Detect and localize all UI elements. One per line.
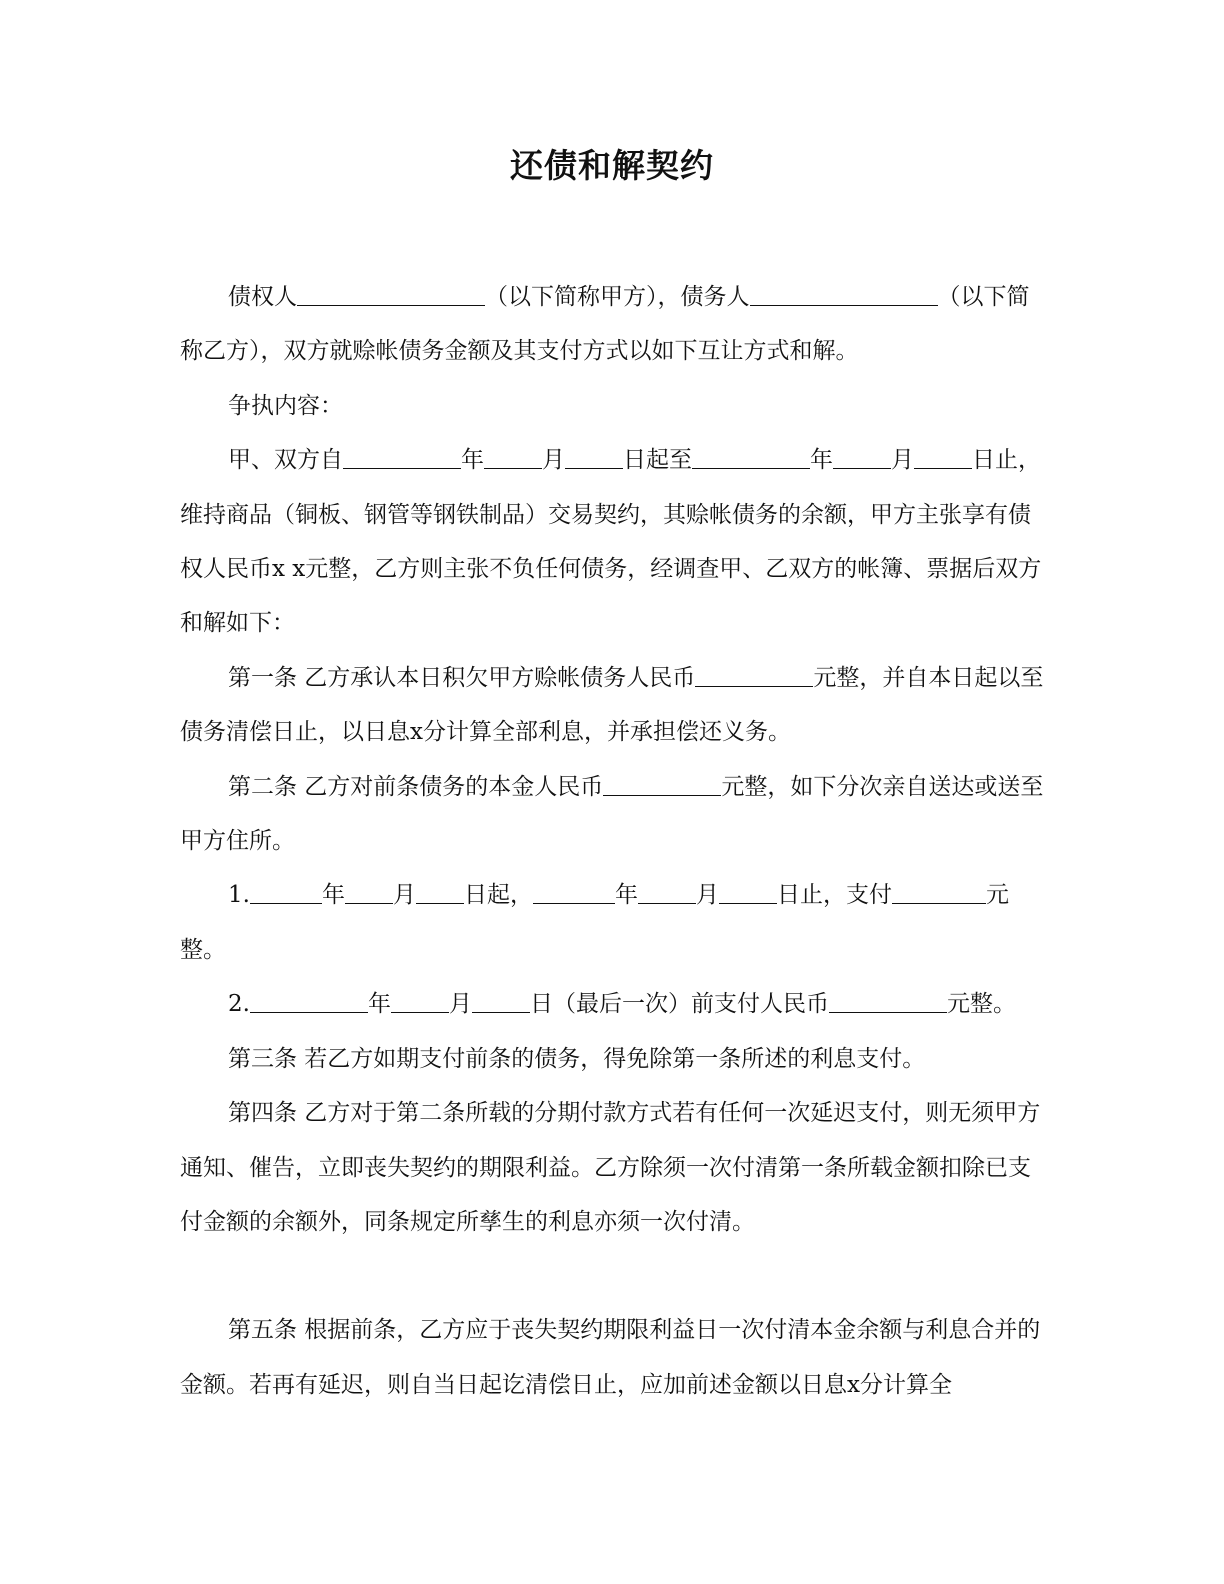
paragraph-dispute [180, 433, 1044, 651]
item-number: 2. [228, 991, 250, 1018]
inst1-start-month-blank [345, 881, 393, 904]
article-2-text-cont: 元整，如下分次亲自送达或送至甲方住所。 [180, 773, 1044, 855]
month-label: 月 [448, 991, 472, 1018]
year-label: 年 [614, 882, 638, 909]
inst1-amount-blank [892, 881, 986, 904]
start-year-blank [343, 446, 461, 469]
parties-text-cont: 简称乙方），双方就赊帐债务金额及其支付方式以如下互让方式和解。 [180, 284, 1030, 365]
amount-suffix: 元整。 [180, 882, 1009, 963]
year-label: 年 [461, 447, 484, 474]
inst1-end-day-blank [719, 881, 777, 904]
article-3: 第三条 若乙方如期支付前条的债务，得免除第一条所述的利息支付。 [228, 1045, 926, 1072]
month-label: 月 [392, 882, 416, 909]
inst2-year-blank [250, 990, 368, 1013]
inst1-start-year-blank [250, 881, 322, 904]
parties-text: （以下简称甲方），债务人 [485, 284, 750, 310]
installment-2 [180, 977, 1044, 1031]
inst1-end-month-blank [638, 881, 696, 904]
article-5: 第五条 根据前条，乙方应于丧失契约期限利益日一次付清本金余额与利息合并的金额。若再有延迟，则自当日起讫清偿日止，应加前述金额以日息x分计算全 [180, 1317, 1041, 1398]
day-label: 日止，支付 [776, 882, 892, 909]
item-number: 1. [228, 882, 250, 909]
inst2-month-blank [391, 990, 449, 1013]
day-label: 日（最后一次）前支付人民币 [529, 991, 829, 1018]
article-1 [180, 651, 1044, 760]
day-label: 日起至 [623, 447, 692, 474]
start-month-blank [484, 446, 542, 469]
inst1-start-day-blank [416, 881, 464, 904]
debtor-blank [750, 283, 938, 306]
parties-text-tail: （以下 [937, 284, 1007, 310]
month-label: 月 [891, 447, 914, 474]
article-4: 第四条 乙方对于第二条所载的分期付款方式若有任何一次延迟支付，则无须甲方通知、催告，立即丧失契约的期限利益。乙方除须一次付清第一条所载金额扣除已支付金额的余额外，同条规定所孳生的利息亦须一次付清。 [180, 1100, 1041, 1235]
year-label: 年 [321, 882, 345, 909]
article-1-text: 第一条 乙方承认本日积欠甲方赊帐债务人民币 [228, 664, 696, 691]
end-year-blank [692, 446, 810, 469]
document-body [180, 270, 1044, 1412]
year-label: 年 [367, 991, 391, 1018]
creditor-blank [297, 283, 485, 306]
end-day-blank [914, 446, 972, 469]
end-month-blank [833, 446, 891, 469]
month-label: 月 [542, 447, 565, 474]
amount-suffix: 元整。 [946, 991, 1016, 1018]
dispute-text-cont: 维持商品（铜板、钢管等钢铁制品）交易契约，其赊帐债务的余额，甲方主张享有债权人民币x x元整，乙方则主张不负任何债务，经调查甲、乙双方的帐簿、票据后双方和解如下： [180, 501, 1042, 637]
day-label: 日止， [972, 447, 1041, 474]
installment-1 [180, 868, 1044, 977]
paragraph-dispute-heading: 争执内容： [228, 392, 343, 419]
paragraph-parties [180, 270, 1044, 379]
day-label: 日起， [463, 882, 533, 909]
paragraph-gap [180, 1249, 1044, 1303]
article-2-amount-blank [603, 773, 721, 796]
year-label: 年 [810, 447, 833, 474]
inst2-amount-blank [829, 990, 947, 1013]
article-1-amount-blank [695, 664, 813, 687]
article-1-text-cont: 元整，并自本日起以至债务清偿日止，以日息x分计算全部利息，并承担偿还义务。 [180, 664, 1044, 746]
article-2 [180, 760, 1044, 869]
month-label: 月 [695, 882, 719, 909]
article-2-text: 第二条 乙方对前条债务的本金人民币 [228, 773, 604, 800]
creditor-label: 债权人 [228, 284, 297, 310]
document-title: 还债和解契约 [510, 146, 714, 185]
inst2-day-blank [472, 990, 530, 1013]
dispute-text: 甲、双方自 [228, 447, 343, 474]
inst1-end-year-blank [533, 881, 615, 904]
start-day-blank [565, 446, 623, 469]
